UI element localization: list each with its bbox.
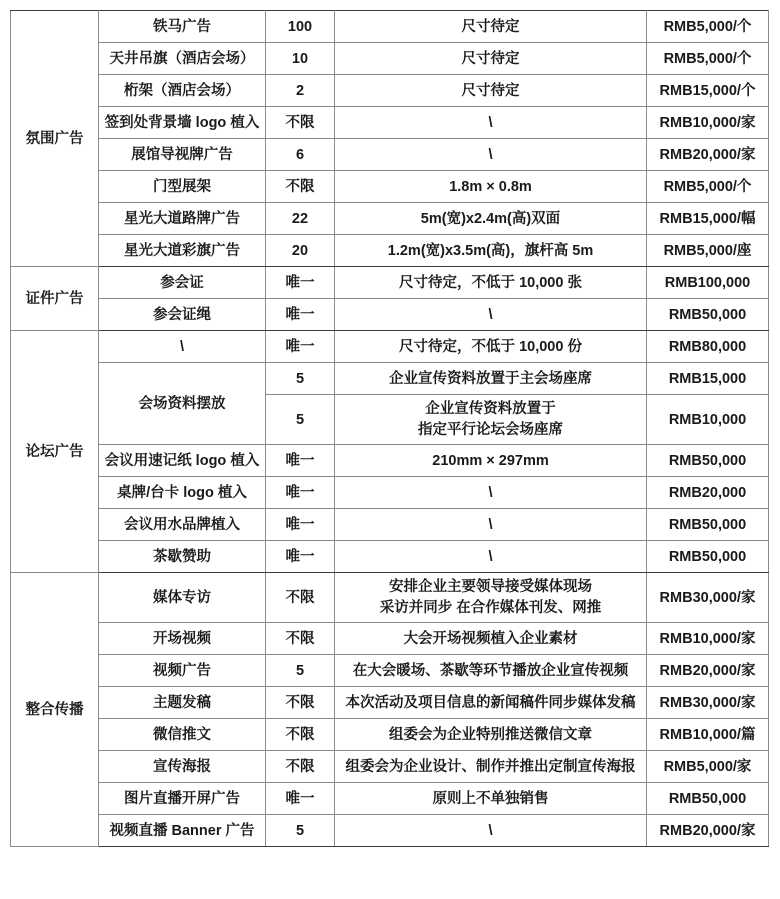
specification-cell: \	[335, 541, 647, 573]
item-name-cell: 星光大道彩旗广告	[99, 235, 266, 267]
table-row	[11, 815, 769, 847]
price-cell: RMB80,000	[647, 331, 769, 363]
price-cell: RMB15,000	[647, 363, 769, 395]
specification-cell: \	[335, 815, 647, 847]
category-cell: 证件广告	[11, 267, 99, 331]
specification-line: 采访并同步 在合作媒体刊发、网推	[379, 599, 602, 616]
quantity-cell: 5	[266, 815, 335, 847]
specification-cell: \	[335, 477, 647, 509]
item-name-cell: 签到处背景墙 logo 植入	[99, 107, 266, 139]
price-cell: RMB20,000/家	[647, 815, 769, 847]
specification-cell	[335, 395, 647, 445]
specification-cell: 1.8m × 0.8m	[335, 171, 647, 203]
price-cell: RMB50,000	[647, 445, 769, 477]
specification-line: 企业宣传资料放置于	[425, 401, 556, 417]
table-row	[11, 107, 769, 139]
price-cell: RMB10,000/家	[647, 623, 769, 655]
price-cell: RMB5,000/个	[647, 171, 769, 203]
quantity-cell: 6	[266, 139, 335, 171]
quantity-cell: 唯一	[266, 783, 335, 815]
item-name-cell: 开场视频	[99, 623, 266, 655]
quantity-cell: 唯一	[266, 299, 335, 331]
table-row	[11, 139, 769, 171]
specification-line: 安排企业主要领导接受媒体现场	[389, 579, 592, 596]
price-cell: RMB100,000	[647, 267, 769, 299]
quantity-cell: 22	[266, 203, 335, 235]
specification-cell: 1.2m(宽)x3.5m(高)，旗杆高 5m	[335, 235, 647, 267]
price-cell: RMB5,000/个	[647, 11, 769, 43]
item-name-cell: 参会证绳	[99, 299, 266, 331]
specification-cell: \	[335, 139, 647, 171]
item-name-cell: 星光大道路牌广告	[99, 203, 266, 235]
table-row	[11, 331, 769, 363]
specification-cell: 原则上不单独销售	[335, 783, 647, 815]
quantity-cell: 2	[266, 75, 335, 107]
specification-line: 指定平行论坛会场座席	[418, 421, 563, 438]
category-cell: 论坛广告	[11, 331, 99, 573]
specification-cell	[335, 573, 647, 623]
item-name-cell: 主题发稿	[99, 687, 266, 719]
specification-cell: \	[335, 509, 647, 541]
quantity-cell: 唯一	[266, 267, 335, 299]
quantity-cell: 不限	[266, 719, 335, 751]
price-cell: RMB20,000	[647, 477, 769, 509]
table-row	[11, 43, 769, 75]
table-row	[11, 719, 769, 751]
quantity-cell: 唯一	[266, 541, 335, 573]
quantity-cell: 不限	[266, 171, 335, 203]
item-name-cell: 铁马广告	[99, 11, 266, 43]
specification-cell: \	[335, 299, 647, 331]
price-cell: RMB50,000	[647, 509, 769, 541]
table-body	[11, 11, 769, 847]
item-name-cell: \	[99, 331, 266, 363]
table-row	[11, 11, 769, 43]
item-name-cell: 会议用速记纸 logo 植入	[99, 445, 266, 477]
table-row	[11, 203, 769, 235]
quantity-cell: 不限	[266, 751, 335, 783]
table-row	[11, 655, 769, 687]
price-cell: RMB10,000/篇	[647, 719, 769, 751]
item-name-cell: 天井吊旗（酒店会场）	[99, 43, 266, 75]
item-name-cell: 门型展架	[99, 171, 266, 203]
price-cell: RMB20,000/家	[647, 655, 769, 687]
price-cell: RMB50,000	[647, 783, 769, 815]
specification-cell: 尺寸待定，不低于 10,000 份	[335, 331, 647, 363]
price-cell: RMB30,000/家	[647, 687, 769, 719]
item-name-cell: 茶歇赞助	[99, 541, 266, 573]
specification-cell: 在大会暖场、茶歇等环节播放企业宣传视频	[335, 655, 647, 687]
category-cell: 整合传播	[11, 573, 99, 847]
table-row	[11, 623, 769, 655]
quantity-cell: 100	[266, 11, 335, 43]
item-name-cell: 视频直播 Banner 广告	[99, 815, 266, 847]
quantity-cell: 唯一	[266, 445, 335, 477]
item-name-cell: 桁架（酒店会场）	[99, 75, 266, 107]
item-name-cell: 展馆导视牌广告	[99, 139, 266, 171]
table-row	[11, 299, 769, 331]
table-row	[11, 171, 769, 203]
quantity-cell: 不限	[266, 573, 335, 623]
table-row	[11, 687, 769, 719]
item-name-cell: 会议用水品牌植入	[99, 509, 266, 541]
specification-cell: \	[335, 107, 647, 139]
price-cell: RMB30,000/家	[647, 573, 769, 623]
specification-cell: 5m(宽)x2.4m(高)双面	[335, 203, 647, 235]
quantity-cell: 不限	[266, 687, 335, 719]
specification-cell: 大会开场视频植入企业素材	[335, 623, 647, 655]
price-cell: RMB50,000	[647, 299, 769, 331]
price-cell: RMB5,000/座	[647, 235, 769, 267]
table-row	[11, 235, 769, 267]
table-row	[11, 509, 769, 541]
table-row	[11, 445, 769, 477]
specification-cell: 210mm × 297mm	[335, 445, 647, 477]
specification-cell: 本次活动及项目信息的新闻稿件同步媒体发稿	[335, 687, 647, 719]
quantity-cell: 唯一	[266, 509, 335, 541]
table-row	[11, 267, 769, 299]
quantity-cell: 5	[266, 363, 335, 395]
price-cell: RMB50,000	[647, 541, 769, 573]
price-cell: RMB10,000/家	[647, 107, 769, 139]
item-name-cell: 宣传海报	[99, 751, 266, 783]
specification-cell: 组委会为企业特别推送微信文章	[335, 719, 647, 751]
price-cell: RMB5,000/家	[647, 751, 769, 783]
table-row	[11, 477, 769, 509]
specification-cell: 尺寸待定	[335, 11, 647, 43]
quantity-cell: 5	[266, 395, 335, 445]
price-cell: RMB5,000/个	[647, 43, 769, 75]
specification-cell: 尺寸待定，不低于 10,000 张	[335, 267, 647, 299]
table-row	[11, 573, 769, 623]
price-cell: RMB20,000/家	[647, 139, 769, 171]
specification-cell: 尺寸待定	[335, 75, 647, 107]
quantity-cell: 5	[266, 655, 335, 687]
quantity-cell: 10	[266, 43, 335, 75]
specification-cell: 尺寸待定	[335, 43, 647, 75]
price-cell: RMB10,000	[647, 395, 769, 445]
quantity-cell: 不限	[266, 107, 335, 139]
quantity-cell: 20	[266, 235, 335, 267]
table-row	[11, 541, 769, 573]
quantity-cell: 不限	[266, 623, 335, 655]
table-row	[11, 75, 769, 107]
specification-cell: 组委会为企业设计、制作并推出定制宣传海报	[335, 751, 647, 783]
category-cell: 氛围广告	[11, 11, 99, 267]
item-name-cell: 桌牌/台卡 logo 植入	[99, 477, 266, 509]
quantity-cell: 唯一	[266, 477, 335, 509]
price-cell: RMB15,000/个	[647, 75, 769, 107]
table-row	[11, 363, 769, 395]
item-name-cell: 媒体专访	[99, 573, 266, 623]
table-row	[11, 751, 769, 783]
specification-cell: 企业宣传资料放置于主会场座席	[335, 363, 647, 395]
item-name-cell: 微信推文	[99, 719, 266, 751]
table-row	[11, 783, 769, 815]
price-cell: RMB15,000/幅	[647, 203, 769, 235]
sponsorship-rate-card-table	[10, 10, 769, 847]
item-name-cell: 会场资料摆放	[99, 363, 266, 445]
item-name-cell: 视频广告	[99, 655, 266, 687]
quantity-cell: 唯一	[266, 331, 335, 363]
item-name-cell: 参会证	[99, 267, 266, 299]
item-name-cell: 图片直播开屏广告	[99, 783, 266, 815]
